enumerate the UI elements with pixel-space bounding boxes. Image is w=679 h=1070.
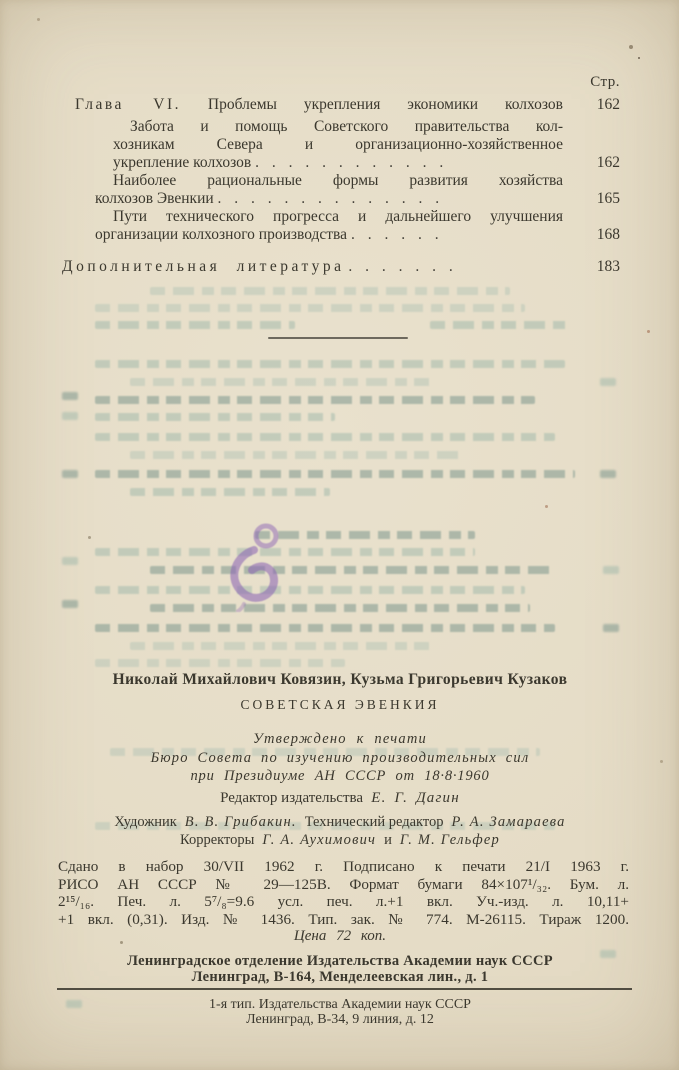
approval-line-3: при Президиуме АН СССР от 18·8·1960: [190, 768, 490, 784]
bleed-through-number: [603, 624, 619, 632]
paper-speck: [545, 505, 548, 508]
paper-speck: [647, 330, 650, 333]
toc-page-number: 162: [596, 154, 620, 171]
bleed-through-line: [95, 413, 335, 421]
toc-chapter-line: [75, 95, 563, 114]
toc-entry-line: Наиболее рациональные формы развития хозяйства: [113, 172, 563, 189]
bleed-through-line: [95, 659, 345, 667]
tech-editor-label: Технический редактор: [304, 814, 444, 830]
approval-line-1: Утверждено к печати: [253, 731, 427, 747]
toc-page-number: 162: [596, 96, 620, 113]
bleed-through-line: [150, 287, 510, 295]
bleed-through-line: [95, 624, 555, 632]
toc-page-number: 165: [596, 190, 620, 207]
toc-entry-line: Пути технического прогресса и дальнейшего улучшения: [113, 208, 563, 225]
paper-speck: [660, 760, 663, 763]
correctors-label: Корректоры: [180, 832, 255, 848]
artist-label: Художник: [114, 814, 177, 830]
bleed-through-line: [150, 604, 530, 612]
toc-additional-literature-line: [62, 257, 574, 276]
bleed-through-number: [600, 470, 616, 478]
bleed-through-line: [130, 451, 460, 459]
price-line: Цена 72 коп.: [293, 928, 387, 944]
toc-page-number: 168: [596, 226, 620, 243]
toc-entry-line: хозникам Севера и организационно-хозяйственное: [113, 136, 563, 153]
publisher-line-1: Ленинградское отделение Издательства Академии наук СССР: [127, 953, 553, 969]
book-title: СОВЕТСКАЯ ЭВЕНКИЯ: [240, 697, 440, 712]
toc-entry-line: [95, 225, 574, 244]
toc-dot-leader: . . . . . .: [350, 226, 440, 243]
toc-entry-text: организации колхозного производства: [95, 226, 348, 243]
tech-editor-name: Р. А. Замараева: [451, 814, 566, 830]
editor-line: [60, 790, 620, 807]
toc-entry-line: [113, 153, 574, 172]
bleed-through-line: [95, 586, 525, 594]
toc-dot-leader: . . . . . . .: [348, 258, 454, 275]
printer-line-1: 1-я тип. Издательства Академии наук СССР: [209, 997, 471, 1012]
authors-line: Николай Михайлович Ковязин, Кузьма Григорьевич Кузаков: [112, 671, 568, 688]
print-data-line-1: Сдано в набор 30/VII 1962 г. Подписано к печати 21/I 1963 г.: [58, 858, 629, 875]
correctors-conjunction: и: [384, 832, 392, 848]
editor-label: Редактор издательства: [220, 790, 364, 806]
bleed-through-line: [95, 360, 565, 368]
paper-speck: [88, 536, 91, 539]
bleed-through-number: [62, 412, 78, 420]
print-data-line-2: РИСО АН СССР № 29—125В. Формат бумаги 84×107¹/₃₂. Бум. л.: [58, 875, 629, 893]
bleed-through-line: [95, 470, 575, 478]
toc-dot-leader: . . . . . . . . . . . . . .: [217, 190, 441, 207]
paper-speck: [638, 57, 640, 59]
bleed-through-line: [130, 642, 430, 650]
staff-line-2: [60, 832, 620, 849]
print-data-block: [58, 858, 629, 928]
footer-rule: [57, 988, 632, 990]
bleed-through-line: [95, 321, 295, 329]
toc-page-number: 183: [596, 258, 620, 275]
toc-entry-text: колхозов Эвенкии: [95, 190, 214, 207]
bleed-through-line: [95, 304, 525, 312]
toc-entry-text: укрепление колхозов: [113, 154, 252, 171]
bleed-through-number: [62, 600, 78, 608]
ink-stamp-mark: [220, 516, 304, 612]
corrector-name-1: Г. А. Аухимович: [262, 832, 377, 848]
toc-entry-text: Дополнительная литература: [62, 258, 345, 275]
toc-chapter-label: Глава VI.: [75, 96, 182, 113]
bleed-through-number: [603, 566, 619, 574]
toc-dot-leader: . . . . . . . . . . . .: [255, 154, 445, 171]
bleed-through-number: [62, 392, 78, 400]
toc-chapter-title: Проблемы укрепления экономики колхозов: [207, 96, 564, 113]
toc-entry-line: [95, 189, 574, 208]
bleed-through-line: [150, 566, 550, 574]
bleed-through-number: [62, 557, 78, 565]
print-data-line-4: +1 вкл. (0,31). Изд. № 1436. Тип. зак. № 774. М-26115. Тираж 1200.: [58, 910, 629, 928]
staff-line-1: [60, 814, 620, 831]
publisher-line-2: Ленинград, В-164, Менделеевская лин., д. 1: [191, 969, 489, 985]
bleed-through-number: [600, 378, 616, 386]
corrector-name-2: Г. М. Гельфер: [399, 832, 500, 848]
bleed-through-line: [130, 378, 430, 386]
bleed-through-number: [62, 470, 78, 478]
paper-speck: [629, 45, 633, 49]
print-data-line-3: 2¹⁵/₁₆. Печ. л. 5⁷/₈=9.6 усл. печ. л.+1 вкл. Уч.-изд. л. 10,11+: [58, 893, 629, 910]
approval-line-2: Бюро Совета по изучению производительных сил: [150, 750, 530, 766]
toc-entry-line: Забота и помощь Советского правительства кол-: [130, 118, 563, 135]
page-column-header: Стр.: [590, 74, 620, 90]
paper-speck: [37, 18, 40, 21]
editor-name: Е. Г. Дагин: [371, 790, 460, 806]
bleed-through-line: [95, 396, 535, 404]
section-divider-rule: [268, 337, 408, 339]
printer-line-2: Ленинград, В-34, 9 линия, д. 12: [246, 1012, 434, 1027]
bleed-through-line: [130, 488, 330, 496]
bleed-through-line: [430, 321, 570, 329]
artist-name: В. В. Грибакин.: [184, 814, 297, 830]
bleed-through-line: [95, 433, 555, 441]
